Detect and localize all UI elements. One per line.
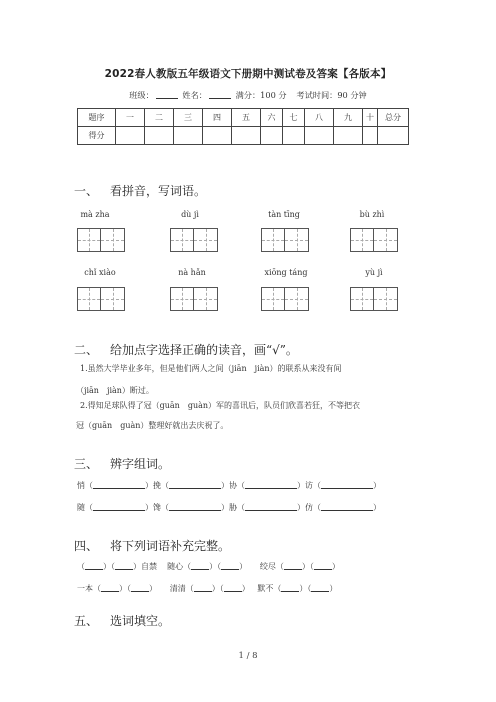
idiom-part: 自禁 <box>141 562 157 571</box>
writing-box[interactable] <box>77 287 125 311</box>
writing-box[interactable] <box>261 228 309 252</box>
score-header-row <box>78 109 409 127</box>
answer-blank[interactable] <box>281 591 299 592</box>
score-value-row <box>78 127 409 145</box>
section-title: 辨字组词。 <box>110 457 171 471</box>
exam-info <box>0 90 496 101</box>
writing-box[interactable] <box>261 287 309 311</box>
idiom-row: （ ）（ ）自禁 随心（ ）（ ） 绞尽（ ）（ ） <box>77 562 340 571</box>
score-header-cell: 题序 <box>78 109 116 127</box>
section-2-heading <box>74 341 298 358</box>
score-header-cell: 四 <box>203 109 232 127</box>
word-group-row: 随（ ）馋（ ）胁（ ）仿（ ） <box>77 503 381 512</box>
score-header-cell: 一 <box>116 109 145 127</box>
score-label: 满分：100 分 <box>235 90 287 100</box>
writing-box[interactable] <box>350 287 398 311</box>
score-header-cell: 八 <box>305 109 334 127</box>
score-header-cell: 六 <box>261 109 283 127</box>
answer-blank[interactable] <box>131 591 149 592</box>
section-4-heading <box>74 537 230 554</box>
writing-box[interactable] <box>350 228 398 252</box>
idiom-part: 清清 <box>169 584 186 593</box>
pinyin-label: mà zha <box>80 210 110 219</box>
writing-box[interactable] <box>170 287 218 311</box>
writing-box[interactable] <box>170 228 218 252</box>
answer-blank[interactable] <box>321 488 373 489</box>
char-label: 协 <box>229 481 237 490</box>
score-table <box>77 108 409 145</box>
answer-blank[interactable] <box>93 488 145 489</box>
time-label: 考试时间：90 分钟 <box>296 90 367 100</box>
score-cell[interactable] <box>283 127 305 145</box>
answer-blank[interactable] <box>115 569 133 570</box>
score-header-cell: 总分 <box>378 109 409 127</box>
question-text: 2.得知足球队得了冠（guān guàn）军的喜讯后，队员们欣喜若狂，不等把衣 <box>80 401 361 410</box>
answer-blank[interactable] <box>311 591 329 592</box>
section-title: 给加点字选择正确的读音，画“√”。 <box>110 343 298 357</box>
score-cell[interactable] <box>145 127 174 145</box>
answer-blank[interactable] <box>245 488 297 489</box>
pinyin-label: yù jì <box>365 268 383 277</box>
score-header-cell: 三 <box>174 109 203 127</box>
char-label: 馋 <box>153 503 161 512</box>
page-number: 1 / 8 <box>238 651 258 661</box>
idiom-part: 默不 <box>257 584 274 593</box>
question-text: 1.虽然大学毕业多年，但是他们两人之间（jiān jiàn）的联系从来没有间 <box>80 364 342 373</box>
section-number: 二、 <box>74 343 99 357</box>
score-cell[interactable] <box>261 127 283 145</box>
score-header-cell: 二 <box>145 109 174 127</box>
answer-blank[interactable] <box>101 591 119 592</box>
score-cell[interactable] <box>232 127 261 145</box>
char-label: 随 <box>77 503 85 512</box>
section-5-heading <box>74 612 170 629</box>
section-number: 四、 <box>74 539 99 553</box>
class-label: 班级： <box>129 90 154 100</box>
score-cell[interactable] <box>334 127 363 145</box>
name-blank[interactable] <box>209 90 231 99</box>
answer-blank[interactable] <box>224 591 242 592</box>
word-group-row: 悄（ ）挽（ ）协（ ）访（ ） <box>77 481 381 490</box>
score-cell[interactable] <box>363 127 378 145</box>
answer-blank[interactable] <box>191 569 209 570</box>
pinyin-label: bù zhì <box>359 210 385 219</box>
char-label: 胁 <box>229 503 237 512</box>
score-row-label: 得分 <box>78 127 116 145</box>
answer-blank[interactable] <box>93 510 145 511</box>
score-cell[interactable] <box>116 127 145 145</box>
char-label: 仿 <box>305 503 313 512</box>
score-header-cell: 五 <box>232 109 261 127</box>
pinyin-label: chǐ xiào <box>84 268 116 277</box>
answer-blank[interactable] <box>169 488 221 489</box>
char-label: 访 <box>305 481 313 490</box>
score-header-cell: 十 <box>363 109 378 127</box>
answer-blank[interactable] <box>314 569 332 570</box>
question-text: 冠（guān guàn）整理好就出去庆祝了。 <box>76 421 229 430</box>
pinyin-label: nà hǎn <box>178 268 206 277</box>
section-number: 五、 <box>74 614 99 628</box>
score-header-cell: 七 <box>283 109 305 127</box>
score-cell[interactable] <box>378 127 409 145</box>
section-1-heading <box>74 182 206 199</box>
idiom-part: 绞尽 <box>259 562 276 571</box>
answer-blank[interactable] <box>169 510 221 511</box>
score-cell[interactable] <box>203 127 232 145</box>
section-number: 三、 <box>74 457 99 471</box>
char-label: 悄 <box>77 481 85 490</box>
class-blank[interactable] <box>156 90 178 99</box>
char-label: 挽 <box>153 481 161 490</box>
section-number: 一、 <box>74 184 99 198</box>
answer-blank[interactable] <box>245 510 297 511</box>
writing-box[interactable] <box>77 228 125 252</box>
question-text: （jiān jiàn）断过。 <box>76 386 154 395</box>
section-title: 看拼音，写词语。 <box>110 184 207 198</box>
answer-blank[interactable] <box>284 569 302 570</box>
answer-blank[interactable] <box>194 591 212 592</box>
answer-blank[interactable] <box>221 569 239 570</box>
score-cell[interactable] <box>174 127 203 145</box>
pinyin-label: tàn tīng <box>268 210 300 219</box>
pinyin-label: dù jì <box>181 210 199 219</box>
name-label: 姓名： <box>182 90 207 100</box>
page-title: 2022春人教版五年级语文下册期中测试卷及答案【各版本】 <box>104 68 392 80</box>
idiom-part: 一本 <box>77 584 93 593</box>
score-cell[interactable] <box>305 127 334 145</box>
section-title: 将下列词语补充完整。 <box>110 539 231 553</box>
answer-blank[interactable] <box>85 569 103 570</box>
section-title: 选词填空。 <box>110 614 171 628</box>
answer-blank[interactable] <box>321 510 373 511</box>
idiom-row: 一本（ ）（ ） 清清（ ）（ ） 默不（ ）（ ） <box>77 584 338 593</box>
idiom-part: 随心 <box>167 562 184 571</box>
pinyin-label: xiōng táng <box>264 268 308 277</box>
section-3-heading <box>74 455 170 472</box>
score-header-cell: 九 <box>334 109 363 127</box>
